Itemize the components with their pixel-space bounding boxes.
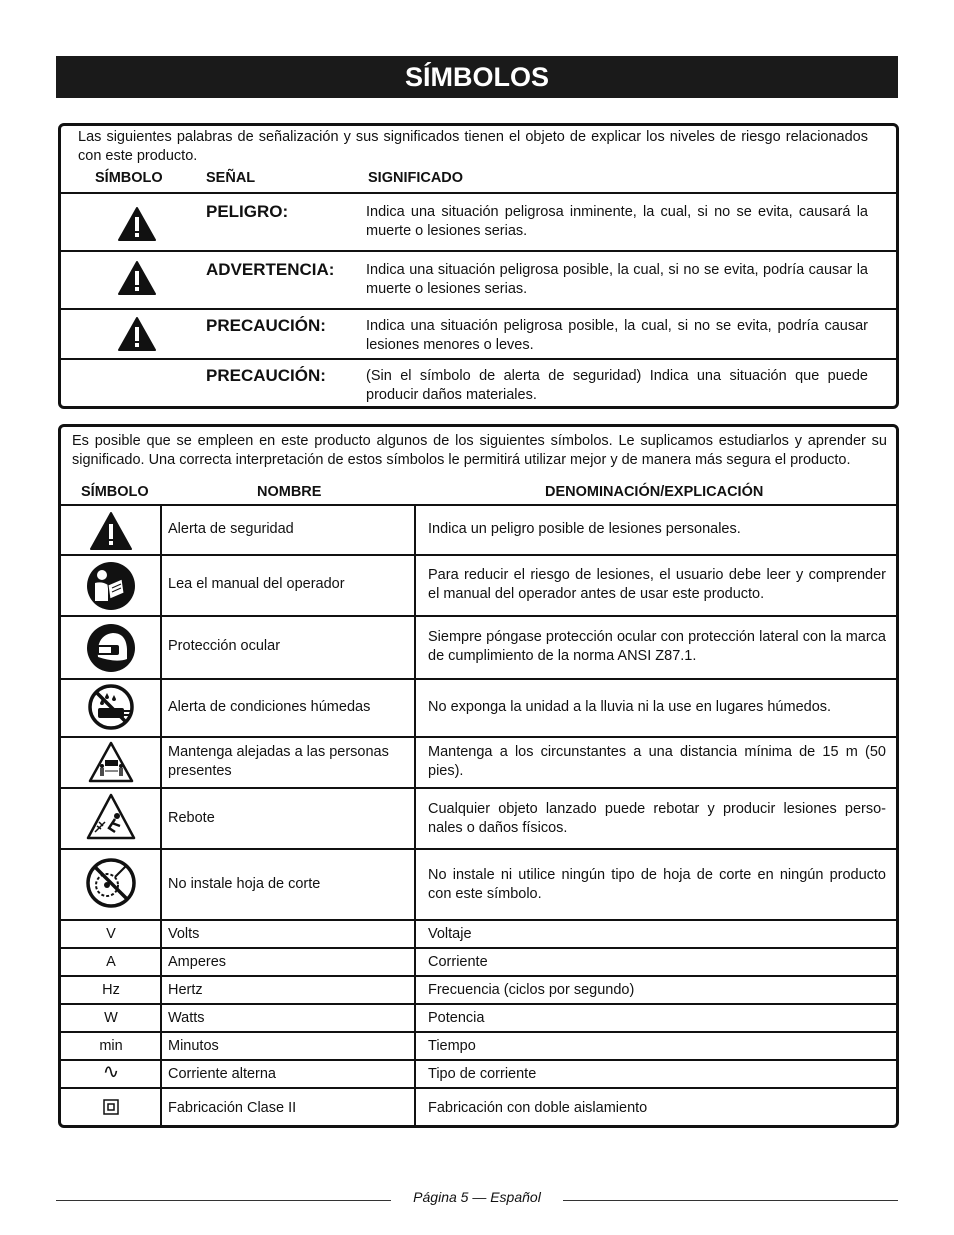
symbol-description: Potencia (428, 1010, 485, 1026)
divider (61, 919, 896, 921)
header-name: NOMBRE (257, 484, 322, 500)
header-meaning: SIGNIFICADO (368, 170, 464, 186)
symbol-name: Hertz (168, 982, 203, 998)
symbol-description: Voltaje (428, 926, 472, 942)
divider (61, 504, 896, 506)
signal-word-warning: ADVERTENCIA: (206, 260, 335, 279)
symbol-amperes: A (106, 954, 116, 970)
divider (61, 848, 896, 850)
divider (61, 358, 896, 360)
symbol-description: Cualquier objeto lanzado puede rebotar y producir lesiones perso-nales o daños físicos. (428, 801, 886, 836)
symbol-description: No exponga la unidad a la lluvia ni la use en lugares húmedos. (428, 699, 832, 715)
eye-protection-icon (86, 623, 136, 673)
symbol-name: Corriente alterna (168, 1066, 276, 1082)
symbol-description: Tiempo (428, 1038, 476, 1054)
symbol-description: Para reducir el riesgo de lesiones, el usuario debe leer y comprender el manual del operador antes de usar este producto. (428, 567, 886, 602)
safety-alert-icon (89, 511, 133, 551)
warning-triangle-icon (117, 260, 157, 296)
symbol-name: Alerta de seguridad (168, 521, 294, 537)
divider (61, 1003, 896, 1005)
symbol-minutes: min (99, 1038, 123, 1054)
page-title: SÍMBOLOS (56, 56, 898, 98)
symbol-description: Mantenga a los circunstantes a una distancia mínima de 15 m (50 pies). (428, 744, 886, 779)
divider (61, 947, 896, 949)
header-symbol: SÍMBOLO (81, 484, 149, 500)
symbol-name: No instale hoja de corte (168, 876, 321, 892)
divider (61, 678, 896, 680)
signal-meaning-danger: Indica una situación peligrosa inminente, la cual, si no se evita, causará la muerte o lesiones serias. (366, 204, 868, 239)
divider (61, 1031, 896, 1033)
signal-word-caution: PRECAUCIÓN: (206, 316, 326, 335)
signal-meaning-caution-notice: (Sin el símbolo de alerta de seguridad) Indica una situación que puede producir daños materiales. (366, 368, 868, 403)
symbol-name: Protección ocular (168, 638, 281, 654)
page-footer: Página 5 — Español (413, 1189, 541, 1205)
column-divider (414, 505, 416, 1128)
symbols-intro: Es posible que se empleen en este producto algunos de los siguientes símbolos. Le suplicamos estudiarlos y aprender su significado. Una correcta interpretación de estos símbolos le permitirá utilizar mejor y de manera más segura el producto. (72, 433, 887, 468)
alternating-current-icon: ∿ (102, 1061, 120, 1083)
symbol-description: Fabricación con doble aislamiento (428, 1100, 648, 1116)
signal-words-table (58, 123, 899, 409)
ricochet-icon (85, 792, 137, 842)
divider (61, 554, 896, 556)
divider (61, 615, 896, 617)
symbol-hertz: Hz (102, 982, 120, 998)
signal-word-danger: PELIGRO: (206, 202, 289, 221)
divider (61, 975, 896, 977)
signal-word-caution-notice: PRECAUCIÓN: (206, 366, 326, 385)
divider (61, 736, 896, 738)
column-divider (160, 505, 162, 1128)
header-description: DENOMINACIÓN/EXPLICACIÓN (545, 484, 764, 500)
symbol-description: Indica un peligro posible de lesiones personales. (428, 521, 741, 537)
symbol-description: Corriente (428, 954, 488, 970)
divider (61, 1087, 896, 1089)
symbol-description: Siempre póngase protección ocular con protección lateral con la marca de cumplimiento de la norma ANSI Z87.1. (428, 629, 886, 664)
signal-meaning-warning: Indica una situación peligrosa posible, la cual, si no se evita, podría causar la muerte o lesiones serias. (366, 262, 868, 297)
symbol-description: Frecuencia (ciclos por segundo) (428, 982, 635, 998)
no-blade-icon (85, 857, 137, 909)
divider (61, 308, 896, 310)
symbol-watts: W (104, 1010, 118, 1026)
divider (61, 192, 896, 194)
symbol-name: Volts (168, 926, 200, 942)
divider (61, 1059, 896, 1061)
header-signal: SEÑAL (206, 170, 256, 186)
class-ii-construction-icon (103, 1099, 119, 1115)
symbol-description: No instale ni utilice ningún tipo de hoja de corte en ningún producto con este símbolo. (428, 867, 886, 902)
divider (61, 787, 896, 789)
symbol-name: Amperes (168, 954, 227, 970)
symbol-name: Alerta de condiciones húmedas (168, 699, 371, 715)
symbol-name: Watts (168, 1010, 205, 1026)
symbol-name: Rebote (168, 810, 215, 826)
wet-conditions-icon (88, 684, 134, 730)
divider (61, 250, 896, 252)
signal-intro: Las siguientes palabras de señalización y sus significados tienen el objeto de explicar los niveles de riesgo relacionados con este producto. (78, 129, 868, 164)
symbol-description: Tipo de corriente (428, 1066, 537, 1082)
warning-triangle-icon (117, 206, 157, 242)
symbol-name: Mantenga alejadas a las personas presentes (168, 744, 389, 779)
keep-bystanders-away-icon (87, 740, 135, 784)
symbol-name: Lea el manual del operador (168, 576, 345, 592)
warning-triangle-icon (117, 316, 157, 352)
read-manual-icon (86, 561, 136, 611)
symbol-volts: V (106, 926, 116, 942)
signal-meaning-caution: Indica una situación peligrosa posible, la cual, si no se evita, podría causar lesiones menores o leves. (366, 318, 868, 353)
symbol-name: Minutos (168, 1038, 219, 1054)
header-symbol: SÍMBOLO (95, 170, 163, 186)
symbol-name: Fabricación Clase II (168, 1100, 297, 1116)
symbols-table (58, 424, 899, 1128)
